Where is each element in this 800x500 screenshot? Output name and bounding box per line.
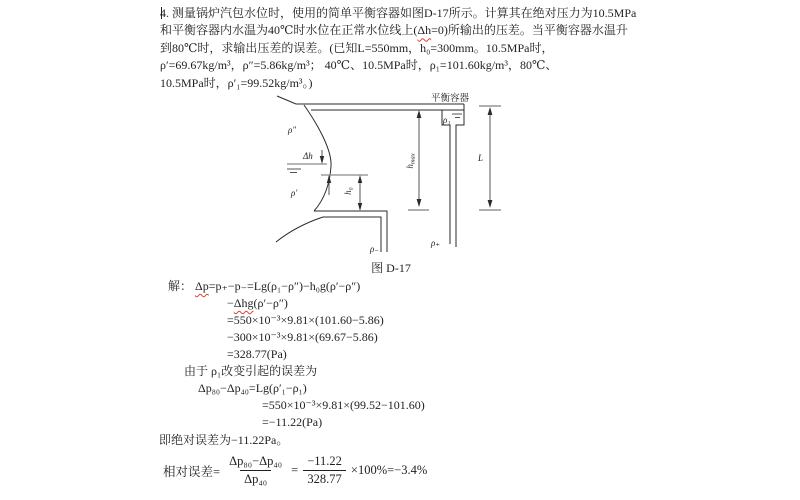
equation-text: (ρ′−ρ″) [253,296,288,310]
balance-container-label: 平衡容器 [431,94,470,104]
equation-text: =550×10⁻³×9.81×(101.60−5.86) [227,313,384,327]
solution-line [227,347,287,362]
figure-caption: 图 D-17 [371,261,411,275]
rho-1-label: ρ₁ [443,115,451,125]
L-label: L [478,153,484,163]
h0-down-arrowhead [358,203,362,211]
drum-shell-bottom-arc [276,217,323,242]
balance-container-diagram [270,90,580,262]
rho-minus-label: ρ₋ [370,244,380,254]
problem-line [160,5,672,22]
equation-text: − [227,296,234,310]
equation-text: 解： [168,279,196,293]
relative-error-result: ×100%=−3.4% [350,463,428,477]
problem-line-text: 4. 测量锅炉汽包水位时，使用的简单平衡容器如图D-17所示。计算其在绝对压力为10.5MPa [160,6,637,20]
relative-error-line [163,454,427,487]
fraction-denominator: 328.77 [303,470,345,487]
solution-line [168,279,360,294]
fraction-numerator: −11.22 [307,454,342,468]
problem-line [160,22,672,39]
fraction [225,454,286,487]
problem-line-text: ρ′=69.67kg/m³，ρ″=5.86kg/m³； 40℃、10.5MPa时，ρ₁=101.60kg/m³，80℃、 [160,58,558,73]
problem-line-text: 到80℃时，求输出压差的误差。(已知L=550mm，h₀=300mm。10.5MPa时， [160,40,554,55]
fraction-denominator: Δp₄₀ [240,470,271,487]
solution-line [227,313,384,328]
hmax-label: hmax [405,153,417,169]
solution-line [198,381,307,396]
fraction-numerator: Δp₈₀−Δp₄₀ [229,454,283,468]
equation-text: =−11.22(Pa) [262,415,323,429]
spellcheck-underline-text: Δhg [233,296,254,310]
spellcheck-underline-text: Δp [195,279,209,293]
hmax-up-arrowhead [417,110,422,118]
rho-prime-label: ρ′ [291,188,298,198]
container-left-wall [442,110,450,244]
problem-line-text: 10.5MPa时，ρ′₁=99.52kg/m³。) [160,75,313,90]
problem-line-text: =0)所输出的压差。当平衡容器水温升 [431,23,628,38]
problem-line [160,57,672,74]
equation-text: =328.77(Pa) [227,347,287,361]
rho-plus-label: ρ₊ [431,238,441,248]
problem-line [160,40,672,57]
relative-error-label: 相对误差= [163,464,221,479]
problem-line-text: 和平衡容器内水温为40℃时水位在正常水位线上( [160,23,418,38]
fraction [303,454,346,487]
container-right-wall [456,104,464,247]
drum-top-slant-line [277,96,296,104]
solution-line [227,330,378,345]
delta-h-down-arrowhead [320,156,324,164]
equation-text: 即绝对误差为−11.22Pa。 [159,433,289,447]
solution-line [262,398,425,413]
rho-double-prime-label: ρ″ [288,125,297,135]
spellcheck-underline-text: Δh [417,23,432,38]
L-up-arrowhead [488,107,493,115]
h0-label: h₀ [343,187,353,195]
solution-line [227,296,288,311]
delta-h-label: Δh [303,151,313,161]
equation-text: 由于 ρ₁改变引起的误差为 [184,364,318,378]
solution-line [159,433,288,448]
equation-text: =p₊−p₋=Lg(ρ₁−ρ″)−h₀g(ρ′−ρ″) [208,279,361,293]
equation-text: =550×10⁻³×9.81×(99.52−101.60) [262,398,425,412]
L-down-arrowhead [488,200,493,208]
solution-line [262,415,322,430]
solution-line [184,364,317,379]
hmax-down-arrowhead [417,199,422,207]
equation-text: Δp₈₀−Δp₄₀=Lg(ρ′₁−ρ₁) [198,381,307,395]
equation-text: −300×10⁻³×9.81×(69.67−5.86) [227,330,378,344]
h0-up-arrowhead [358,175,362,183]
equals-sign: = [291,463,299,477]
delta-h-up-arrowhead [327,175,331,183]
problem-text [160,5,672,92]
